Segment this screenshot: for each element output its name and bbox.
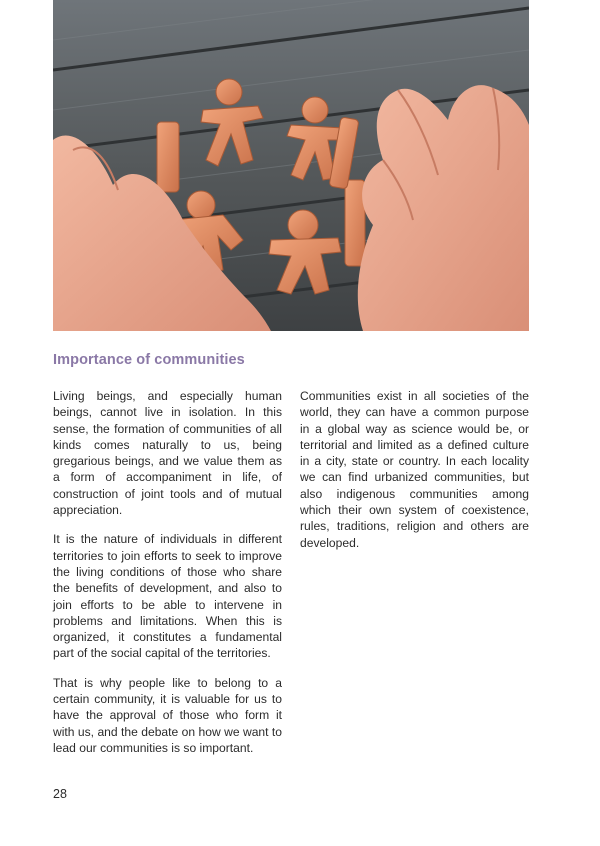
right-column: [300, 388, 529, 564]
paragraph: It is the nature of individuals in different territories to join efforts to seek to improve the living conditions of those who share the benefits of development, and also to join efforts to be able to intervene in problems and limitations. When this is organized, it constitutes a fundamental part of the social capital of the territories.: [53, 532, 282, 661]
hands-protecting-community-photo: [53, 0, 529, 331]
left-column: [53, 388, 282, 769]
page-number: 28: [53, 787, 67, 801]
paragraph: Communities exist in all societies of the world, they can have a common purpose in a global way as science would be, or territorial and limited as a defined culture in a city, state or country. In each locality we can find urbanized communities, but also indigenous communities among which their own system of coexistence, rules, traditions, religion and others are developed.: [300, 389, 529, 550]
paragraph: Living beings, and especially human beings, cannot live in isolation. In this sense, the formation of communities of all kinds comes naturally to us, being gregarious beings, and we value them as a form of accompaniment in life, of construction of joint tools and of mutual appreciation.: [53, 389, 282, 518]
paragraph: That is why people like to belong to a certain community, it is valuable for us to have the approval of those who form it with us, and the debate on how we want to lead our communities is so important.: [53, 675, 282, 755]
section-title: Importance of communities: [53, 352, 245, 368]
